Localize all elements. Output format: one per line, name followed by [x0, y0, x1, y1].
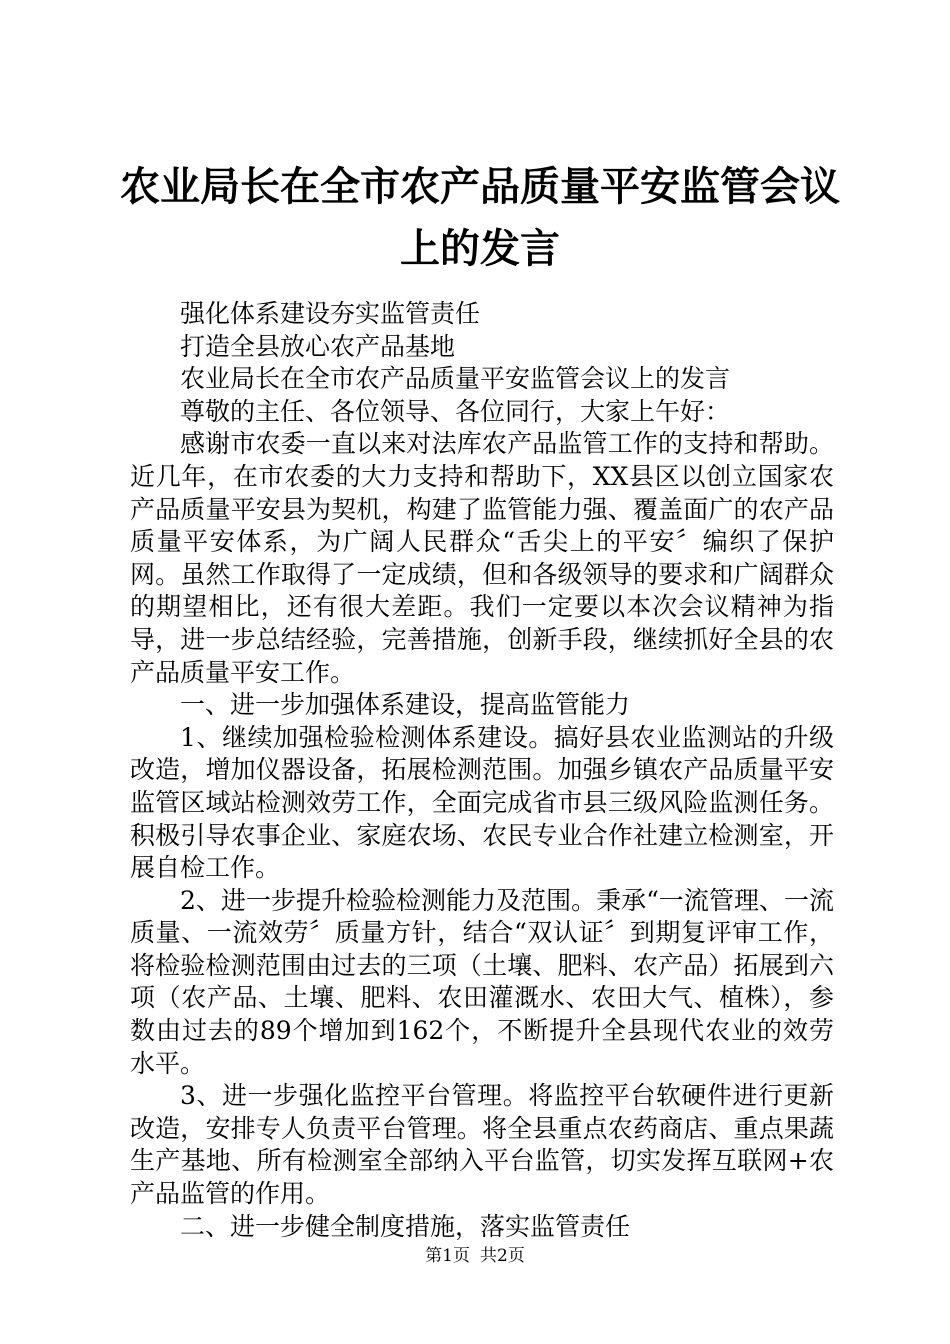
paragraph: 强化体系建设夯实监管责任 [180, 299, 481, 328]
paragraph: 尊敬的主任、各位领导、各位同行，大家上午好： [180, 396, 731, 426]
section-heading: 一、进一步加强体系建设，提高监管能力 [180, 690, 631, 720]
document-body [130, 298, 834, 1243]
paragraph: 3、进一步强化监控平台管理。将监控平台软硬件进行更新改造，安排专人负责平台管理。将全县重点农药商店、重点果蔬生产基地、所有检测室全部纳入平台监管，切实发挥互联网+农产品监管的作用。 [130, 1081, 834, 1209]
page-footer [0, 1245, 950, 1267]
page-total: 共2页 [480, 1246, 525, 1266]
page-number: 第1页 [425, 1246, 470, 1266]
paragraph: 2、进一步提升检验检测能力及范围。秉承“一流管理、一流质量、一流效劳〞质量方针，结合“双认证〞到期复评审工作，将检验检测范围由过去的三项（土壤、肥料、农产品）拓展到六项（农产品、土壤、肥料、农田灌溉水、农田大气、植株），参数由过去的89个增加到162个，不断提升全县现代农业的效劳水平。 [130, 885, 834, 1078]
document-title: 农业局长在全市农产品质量平安监管会议上的发言 [120, 163, 840, 272]
paragraph: 感谢市农委一直以来对法库农产品监管工作的支持和帮助。近几年，在市农委的大力支持和帮助下，XX县区以创立国家农产品质量平安县为契机，构建了监管能力强、覆盖面广的农产品质量平安体系，为广阔人民群众“舌尖上的平安〞编织了保护网。虽然工作取得了一定成绩，但和各级领导的要求和广阔群众的期望相比，还有很大差距。我们一定要以本次会议精神为指导，进一步总结经验，完善措施，创新手段，继续抓好全县的农产品质量平安工作。 [130, 429, 834, 687]
paragraph: 1、继续加强检验检测体系建设。搞好县农业监测站的升级改造，增加仪器设备，拓展检测范围。加强乡镇农产品质量平安监管区域站检测效劳工作，全面完成省市县三级风险监测任务。积极引导农事企业、家庭农场、农民专业合作社建立检测室，开展自检工作。 [130, 722, 834, 883]
section-heading: 二、进一步健全制度措施，落实监管责任 [180, 1211, 631, 1241]
paragraph: 农业局长在全市农产品质量平安监管会议上的发言 [180, 364, 731, 394]
paragraph: 打造全县放心农产品基地 [180, 331, 456, 361]
